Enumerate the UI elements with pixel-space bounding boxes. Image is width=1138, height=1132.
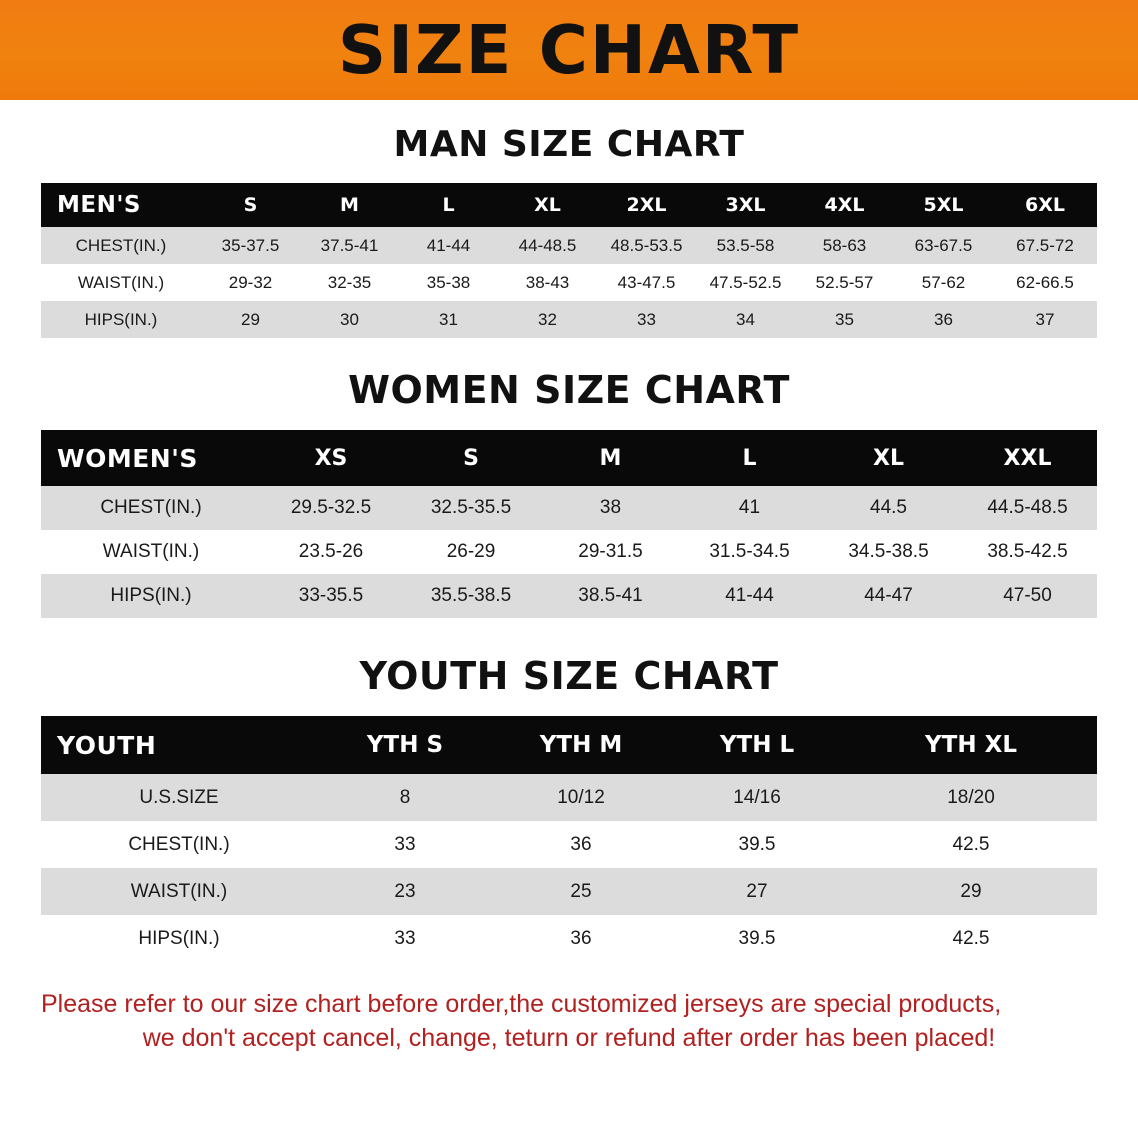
cell: 32 [498, 301, 597, 338]
man-size-table-wrap [41, 183, 1097, 338]
cell: 37.5-41 [300, 227, 399, 264]
cell: 39.5 [669, 821, 845, 868]
disclaimer-line-2: we don't accept cancel, change, teturn or refund after order has been placed! [142, 1023, 996, 1052]
col-header-4xl: 4XL [795, 183, 894, 227]
cell: 32.5-35.5 [401, 486, 541, 530]
cell: 34 [696, 301, 795, 338]
cell: 41-44 [399, 227, 498, 264]
row-label: HIPS(IN.) [41, 574, 261, 618]
col-header-xs: XS [261, 430, 401, 486]
cell: 38 [541, 486, 680, 530]
cell: 44-47 [819, 574, 958, 618]
col-header-yth-l: YTH L [669, 716, 845, 774]
table-row [41, 486, 1097, 530]
cell: 44-48.5 [498, 227, 597, 264]
col-header-s: S [201, 183, 300, 227]
table-row [41, 774, 1097, 821]
cell: 25 [493, 868, 669, 915]
cell: 44.5-48.5 [958, 486, 1097, 530]
table-row [41, 227, 1097, 264]
col-header-xl: XL [819, 430, 958, 486]
cell: 38-43 [498, 264, 597, 301]
cell: 18/20 [845, 774, 1097, 821]
disclaimer-line-1: Please refer to our size chart before order,the customized jerseys are special products, [41, 990, 1002, 1018]
table-header-row [41, 183, 1097, 227]
cell: 53.5-58 [696, 227, 795, 264]
row-label: HIPS(IN.) [41, 915, 317, 962]
cell: 35-37.5 [201, 227, 300, 264]
youth-size-table [41, 716, 1097, 962]
cell: 33 [597, 301, 696, 338]
cell: 36 [894, 301, 993, 338]
col-header-xl: XL [498, 183, 597, 227]
cell: 47-50 [958, 574, 1097, 618]
cell: 42.5 [845, 821, 1097, 868]
man-size-table [41, 183, 1097, 338]
man-section-heading: MAN SIZE CHART [393, 124, 745, 165]
table-row [41, 574, 1097, 618]
women-size-table-wrap [41, 430, 1097, 618]
col-header-l: L [680, 430, 819, 486]
col-header-label: WOMEN'S [41, 430, 261, 486]
cell: 33 [317, 821, 493, 868]
col-header-s: S [401, 430, 541, 486]
cell: 39.5 [669, 915, 845, 962]
row-label: WAIST(IN.) [41, 264, 201, 301]
col-header-yth-m: YTH M [493, 716, 669, 774]
cell: 33 [317, 915, 493, 962]
cell: 29.5-32.5 [261, 486, 401, 530]
cell: 52.5-57 [795, 264, 894, 301]
cell: 8 [317, 774, 493, 821]
cell: 36 [493, 821, 669, 868]
women-size-table [41, 430, 1097, 618]
cell: 23 [317, 868, 493, 915]
row-label: U.S.SIZE [41, 774, 317, 821]
table-row [41, 915, 1097, 962]
cell: 41-44 [680, 574, 819, 618]
col-header-m: M [300, 183, 399, 227]
row-label: WAIST(IN.) [41, 530, 261, 574]
cell: 34.5-38.5 [819, 530, 958, 574]
col-header-xxl: XXL [958, 430, 1097, 486]
cell: 41 [680, 486, 819, 530]
cell: 14/16 [669, 774, 845, 821]
table-row [41, 821, 1097, 868]
cell: 35-38 [399, 264, 498, 301]
youth-size-table-wrap [41, 716, 1097, 962]
col-header-label: YOUTH [41, 716, 317, 774]
cell: 63-67.5 [894, 227, 993, 264]
cell: 43-47.5 [597, 264, 696, 301]
cell: 32-35 [300, 264, 399, 301]
col-header-label: MEN'S [41, 183, 201, 227]
table-row [41, 868, 1097, 915]
cell: 57-62 [894, 264, 993, 301]
cell: 29 [845, 868, 1097, 915]
table-header-row [41, 430, 1097, 486]
cell: 33-35.5 [261, 574, 401, 618]
cell: 10/12 [493, 774, 669, 821]
cell: 26-29 [401, 530, 541, 574]
cell: 31 [399, 301, 498, 338]
cell: 27 [669, 868, 845, 915]
disclaimer-note [41, 988, 1097, 1056]
col-header-yth-xl: YTH XL [845, 716, 1097, 774]
cell: 23.5-26 [261, 530, 401, 574]
cell: 38.5-41 [541, 574, 680, 618]
page-title: SIZE CHART [337, 10, 801, 89]
col-header-5xl: 5XL [894, 183, 993, 227]
cell: 58-63 [795, 227, 894, 264]
page-banner [0, 0, 1138, 100]
cell: 36 [493, 915, 669, 962]
cell: 35.5-38.5 [401, 574, 541, 618]
col-header-6xl: 6XL [993, 183, 1097, 227]
row-label: CHEST(IN.) [41, 821, 317, 868]
youth-section-heading: YOUTH SIZE CHART [359, 654, 779, 698]
cell: 37 [993, 301, 1097, 338]
cell: 35 [795, 301, 894, 338]
cell: 44.5 [819, 486, 958, 530]
cell: 62-66.5 [993, 264, 1097, 301]
cell: 29 [201, 301, 300, 338]
row-label: CHEST(IN.) [41, 227, 201, 264]
row-label: CHEST(IN.) [41, 486, 261, 530]
col-header-yth-s: YTH S [317, 716, 493, 774]
table-row [41, 301, 1097, 338]
table-header-row [41, 716, 1097, 774]
cell: 42.5 [845, 915, 1097, 962]
cell: 38.5-42.5 [958, 530, 1097, 574]
col-header-m: M [541, 430, 680, 486]
cell: 67.5-72 [993, 227, 1097, 264]
col-header-2xl: 2XL [597, 183, 696, 227]
col-header-3xl: 3XL [696, 183, 795, 227]
col-header-l: L [399, 183, 498, 227]
cell: 29-32 [201, 264, 300, 301]
cell: 30 [300, 301, 399, 338]
cell: 48.5-53.5 [597, 227, 696, 264]
table-row [41, 264, 1097, 301]
row-label: HIPS(IN.) [41, 301, 201, 338]
women-section-heading: WOMEN SIZE CHART [348, 368, 790, 412]
table-row [41, 530, 1097, 574]
cell: 47.5-52.5 [696, 264, 795, 301]
row-label: WAIST(IN.) [41, 868, 317, 915]
cell: 29-31.5 [541, 530, 680, 574]
cell: 31.5-34.5 [680, 530, 819, 574]
